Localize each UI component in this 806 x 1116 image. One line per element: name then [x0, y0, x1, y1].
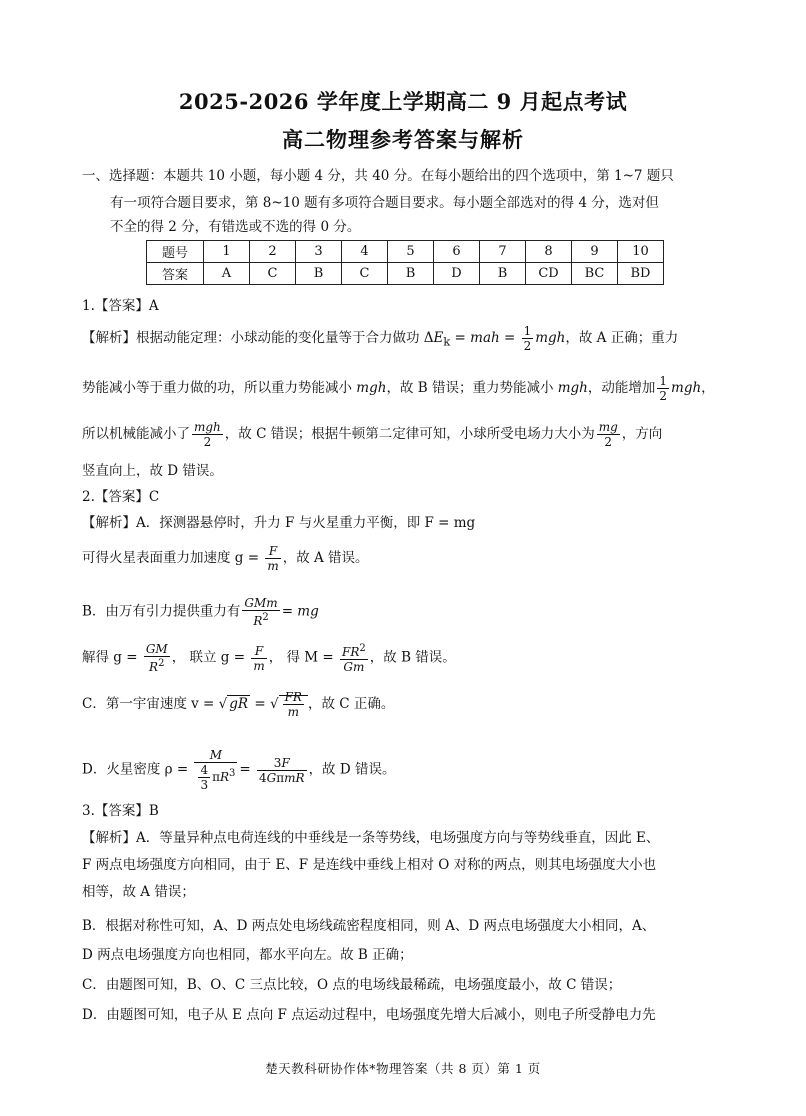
q2-heading: 2.【答案】C: [82, 489, 160, 505]
table-cell: BC: [572, 263, 618, 285]
table-cell: A: [204, 263, 250, 285]
table-cell: B: [480, 263, 526, 285]
table-cell: D: [434, 263, 480, 285]
table-cell: 3: [296, 241, 342, 263]
exam-subtitle: 高二物理参考答案与解析: [282, 127, 524, 152]
q3-a3: 相等，故 A 错误；: [82, 884, 195, 900]
table-cell: 6: [434, 241, 480, 263]
q3-heading: 3.【答案】B: [82, 803, 159, 819]
table-cell: 4: [342, 241, 388, 263]
page-footer: 楚天教科研协作体*物理答案（共 8 页）第 1 页: [265, 1061, 541, 1076]
table-cell: C: [250, 263, 296, 285]
q1-line3: 所以机械能减小了 $\frac{\text{mgh}}{2}$ ，故 C 错误；根据牛顿第二定律可知，小球所受电场力大小为 $\frac{mg}{2}$ ，方向: [82, 420, 663, 449]
q2-a2: 可得火星表面重力加速度 g = $\frac{F}{m}$ ，故 A 错误。: [82, 544, 369, 573]
row-label-answer: 答案: [147, 263, 204, 285]
section-instructions-line2: 有一项符合题目要求，第 8~10 题有多项符合题目要求。每小题全部选对的得 4 分，选对但: [110, 195, 659, 211]
q3-a2: F 两点电场强度方向相同，由于 E、F 是连线中垂线上相对 O 对称的两点，则其电场强度大小也: [82, 857, 657, 873]
q2-b1: B．由万有引力提供重力有 $\frac{\text{GMm}}{R^2}$ = mg: [82, 596, 319, 628]
table-cell: 9: [572, 241, 618, 263]
table-cell: BD: [618, 263, 664, 285]
table-cell: 2: [250, 241, 296, 263]
q1-heading: 1.【答案】A: [82, 298, 159, 314]
q3-b2: D 两点电场强度方向也相同，都水平向左。故 B 正确；: [82, 947, 413, 963]
q1-line1: 【解析】根据动能定理：小球动能的变化量等于合力做功 $\Delta E_k$ = mah = $\frac{1}{2}$ mgh，故 A 正确；重力: [82, 324, 679, 353]
q1-line2: 势能减小等于重力做的功，所以重力势能减小 mgh，故 B 错误；重力势能减小 mgh，动能增加 $\frac{1}{2}$ mgh，: [82, 374, 715, 403]
q3-b1: B．根据对称性可知，A、D 两点处电场线疏密程度相同，则 A、D 两点电场强度大小相同，A、: [82, 918, 656, 934]
row-label-number: 题号: [147, 241, 204, 263]
formula: $\Delta E_k$ = mah = $\frac{1}{2}$ mgh: [423, 324, 566, 353]
q2-b2: 解得 g = $\frac{GM}{R^2}$ ， 联立 g = $\frac{F}{m}$ ， 得 M = $\frac{FR^2}{Gm}$ ，故 B 错误。: [82, 642, 456, 674]
answer-table-number-row: [147, 241, 664, 263]
q2-a1: 【解析】A．探测器悬停时，升力 F 与火星重力平衡，即 F = mg: [82, 515, 476, 531]
table-cell: 1: [204, 241, 250, 263]
q3-a1: 【解析】A．等量异种点电荷连线的中垂线是一条等势线，电场强度方向与等势线垂直，因此 E、: [82, 830, 660, 846]
table-cell: C: [342, 263, 388, 285]
q1-line4: 竖直向上，故 D 错误。: [82, 463, 223, 479]
section-instructions-line3: 不全的得 2 分，有错选或不选的得 0 分。: [110, 219, 361, 235]
q2-d1: D．火星密度 ρ = M $\frac{4}{3}$ $\pi R^3$ = $\frac{3F}{\text{4GπmR}}$ ，故 D 错误。: [82, 748, 396, 792]
exam-title: 2025-2026 学年度上学期高二 9 月起点考试: [178, 89, 628, 114]
table-cell: 5: [388, 241, 434, 263]
table-cell: CD: [526, 263, 572, 285]
table-cell: B: [388, 263, 434, 285]
q2-c1: C．第一宇宙速度 v = √ gR = √ $\frac{FR}{m}$ ，故 C 正确。: [82, 690, 395, 719]
answer-table-answer-row: [147, 263, 664, 285]
q3-c1: C．由题图可知，B、O、C 三点比较，O 点的电场线最稀疏，电场强度最小，故 C 错误；: [82, 977, 622, 993]
table-cell: 10: [618, 241, 664, 263]
q3-d1: D．由题图可知，电子从 E 点向 F 点运动过程中，电场强度先增大后减小，则电子所受静电力先: [82, 1007, 656, 1023]
table-cell: 7: [480, 241, 526, 263]
table-cell: B: [296, 263, 342, 285]
table-cell: 8: [526, 241, 572, 263]
section-instructions-line1: 一、选择题：本题共 10 小题，每小题 4 分，共 40 分。在每小题给出的四个选项中，第 1~7 题只: [82, 168, 674, 184]
answer-table: [146, 240, 664, 285]
